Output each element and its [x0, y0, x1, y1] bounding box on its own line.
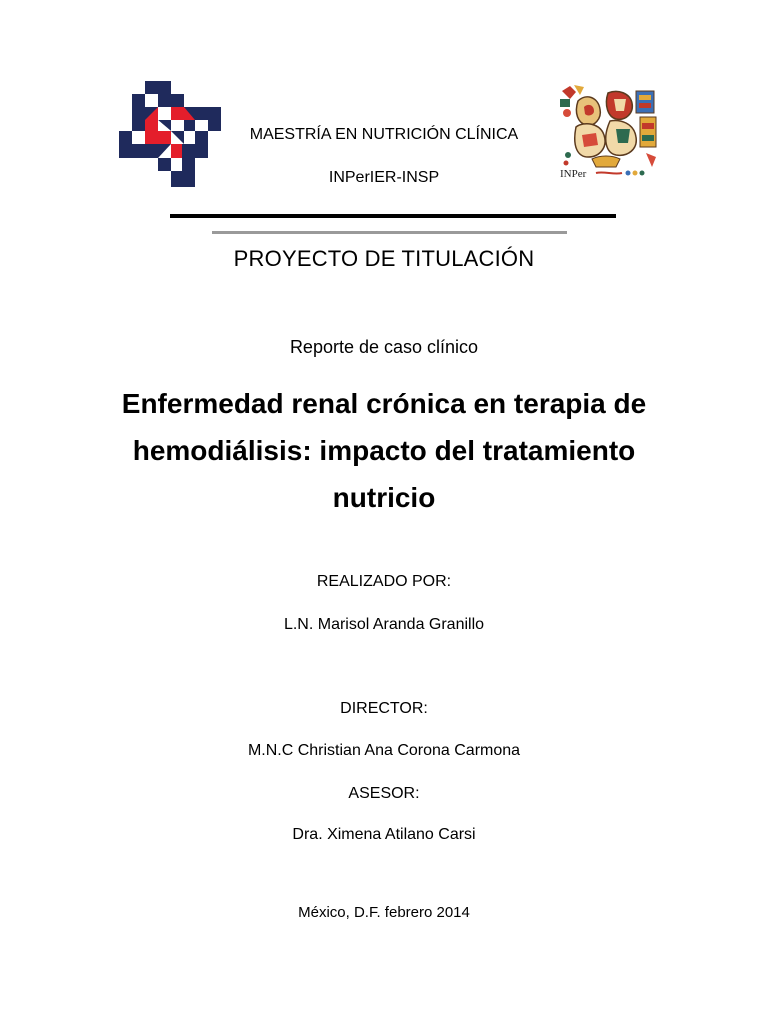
director-label: DIRECTOR: — [340, 700, 428, 717]
inper-logo-caption: INPer — [560, 168, 587, 180]
asesor-name: Dra. Ximena Atilano Carsi — [292, 826, 476, 843]
author-name: L.N. Marisol Aranda Granillo — [283, 616, 485, 633]
header-rule-thick — [170, 214, 616, 218]
title-line: nutricio — [332, 482, 436, 513]
director-name: M.N.C Christian Ana Corona Carmona — [247, 742, 521, 759]
project-label: PROYECTO DE TITULACIÓN — [233, 246, 535, 271]
institution-short-name: INPerIER-INSP — [328, 169, 440, 186]
header-rule-thin — [212, 231, 567, 234]
report-type: Reporte de caso clínico — [289, 337, 479, 357]
institution-name: MAESTRÍA EN NUTRICIÓN CLÍNICA — [249, 126, 519, 143]
place-date: México, D.F. febrero 2014 — [298, 904, 470, 921]
title-line: Enfermedad renal crónica en terapia de — [121, 388, 647, 419]
realizado-label: REALIZADO POR: — [316, 573, 452, 590]
title-line: hemodiálisis: impacto del tratamiento — [132, 435, 636, 466]
document-title — [0, 380, 768, 521]
asesor-label: ASESOR: — [348, 785, 420, 802]
